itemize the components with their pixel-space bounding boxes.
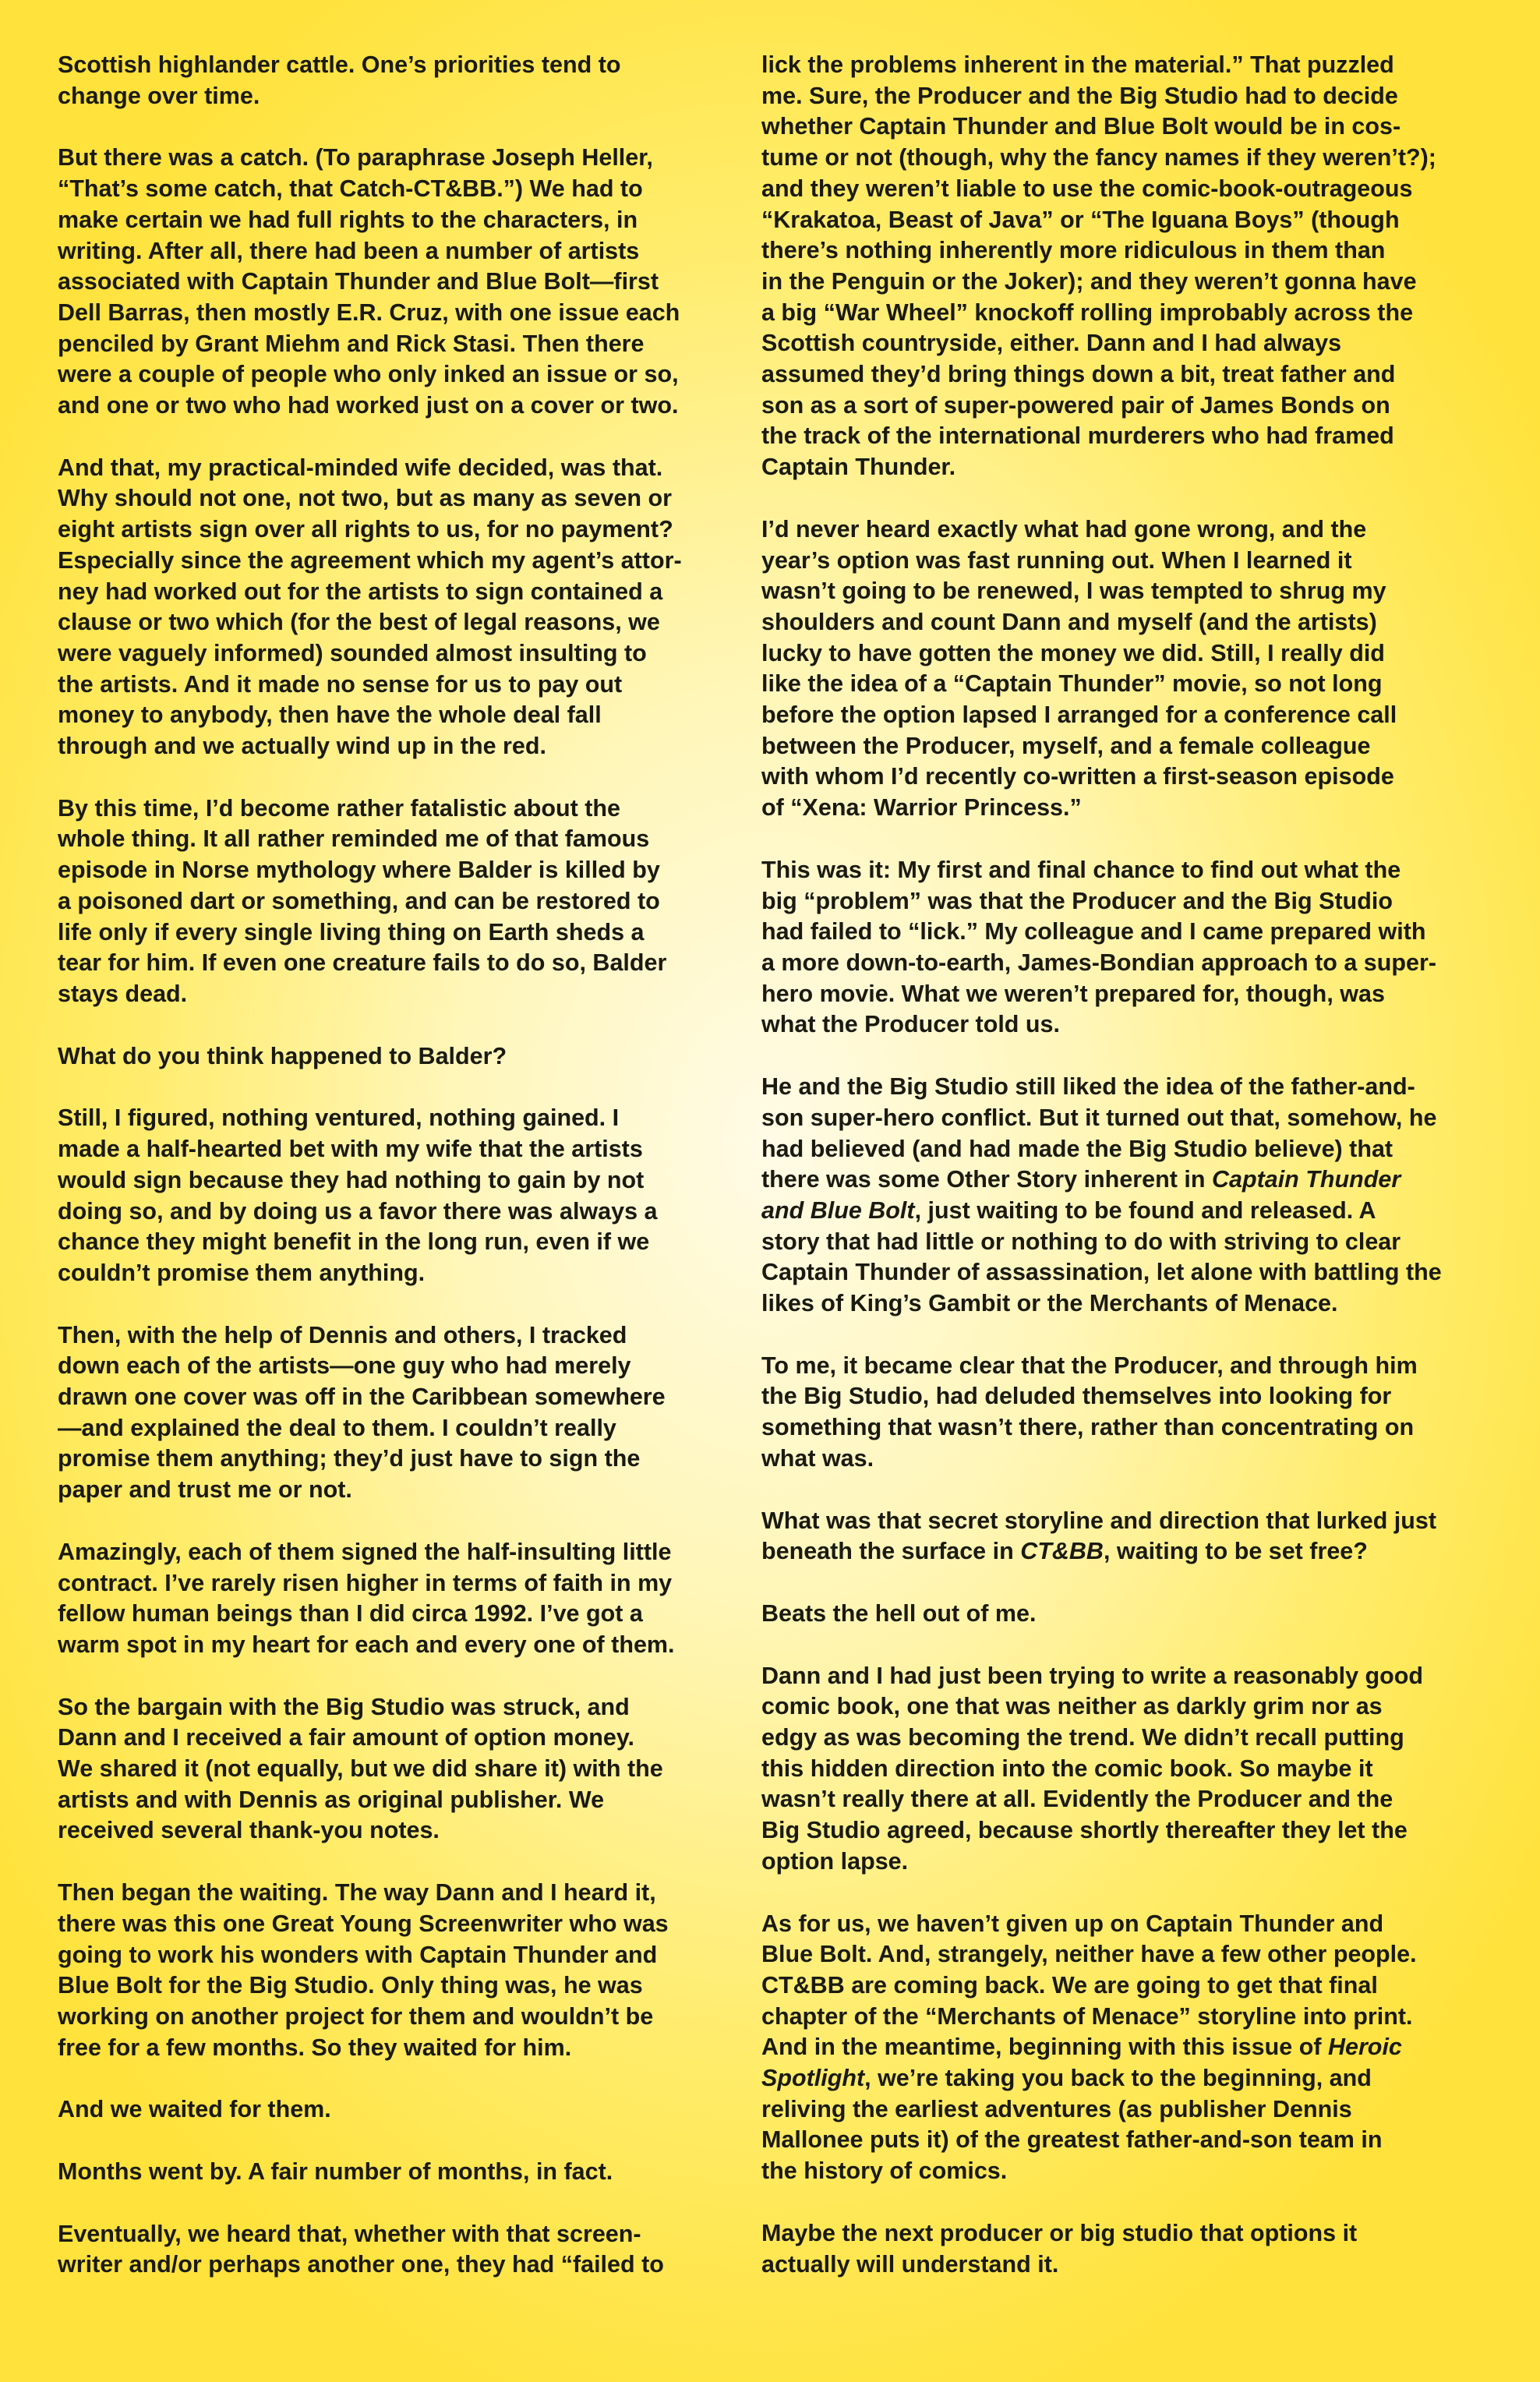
paragraph: What do you think happened to Balder? <box>58 1042 507 1069</box>
text-run: What was that secret storyline and direction that lurked just beneath the surface in <box>761 1507 1437 1565</box>
paragraph: lick the problems inherent in the material.” That puzzled me. Sure, the Producer and the Big Studio had to decide whether Captain Thunder and Blue Bolt would be in cos- tume or not (though, why the fancy names if they weren’t?); and they weren’t liable to use the comic-book-outrageous “Krakatoa, Beast of Java” or “The Iguana Boys” (though there’s nothing inherently more ridiculous in them than in the Penguin or the Joker); and they weren’t gonna have a big “War Wheel” knockoff rolling improbably across the Scottish countryside, either. Dann and I had always assumed they’d bring things down a bit, treat father and son as a sort of super-powered pair of James Bonds on the track of the international murderers who had framed Captain Thunder. <box>761 51 1436 481</box>
paragraph: I’d never heard exactly what had gone wrong, and the year’s option was fast running out. When I learned it wasn’t going to be renewed, I was tempted to shrug my shoulders and count Dann and myself (and the artists) lucky to have gotten the money we did. Still, I really did like the idea of a “Captain Thunder” movie, so not long before the option lapsed I arranged for a conference call between the Producer, myself, and a female colleague with whom I’d recently co-written a first-season episode of “Xena: Warrior Princess.” <box>761 515 1397 822</box>
paragraph: To me, it became clear that the Producer, and through him the Big Studio, had deluded themselves into looking for something that wasn’t there, rather than concentrating on what was. <box>761 1352 1418 1472</box>
text-run: , just waiting to be found and released. A story that had little or nothing to do with striving to clear Captain Thunder of assassination, let alone with battling the likes of King’s Gambit or the Merchants of Menace. <box>761 1196 1442 1317</box>
text-run: , waiting to be set free? <box>1103 1538 1368 1565</box>
text-run: He and the Big Studio still liked the idea of the father-and- son super-hero conflict. But it turned out that, somehow, he had believed (and had made the Big Studio believe) that there was some Other Story inherent in <box>761 1073 1437 1193</box>
italic-title: CT&BB <box>1020 1538 1104 1565</box>
paragraph: So the bargain with the Big Studio was struck, and Dann and I received a fair amount of option money. We shared it (not equally, but we did share it) with the artists and with Dennis as original publisher. We received several thank-you notes. <box>58 1693 663 1844</box>
paragraph: Scottish highlander cattle. One’s priorities tend to change over time. <box>58 51 621 109</box>
paragraph: Maybe the next producer or big studio that options it actually will understand it. <box>761 2219 1358 2278</box>
paragraph: Eventually, we heard that, whether with that screen- writer and/or perhaps another one, they had “failed to <box>58 2220 664 2278</box>
right-text-column <box>761 50 1494 2311</box>
paragraph: Dann and I had just been trying to write a reasonably good comic book, one that was neither as darkly grim nor as edgy as was becoming the trend. We didn’t recall putting this hidden direction into the comic book. So maybe it wasn’t really there at all. Evidently the Producer and the Big Studio agreed, because shortly thereafter they let the option lapse. <box>761 1662 1424 1875</box>
paragraph: And we waited for them. <box>58 2096 331 2123</box>
paragraph: Amazingly, each of them signed the half-insulting little contract. I’ve rarely risen higher in terms of faith in my fellow human beings than I did circa 1992. I’ve got a warm spot in my heart for each and every one of them. <box>58 1538 675 1658</box>
paragraph: But there was a catch. (To paraphrase Joseph Heller, “That’s some catch, that Catch-CT&BB.”) We had to make certain we had full rights to the characters, in writing. After all, there had been a number of artists associated with Captain Thunder and Blue Bolt—first Dell Barras, then mostly E.R. Cruz, with one issue each penciled by Grant Miehm and Rick Stasi. Then there were a couple of people who only inked an issue or so, and one or two who had worked just on a cover or two. <box>58 144 680 419</box>
paragraph: And that, my practical-minded wife decided, was that. Why should not one, not two, but as many as seven or eight artists sign over all rights to us, for no payment? Especially since the agreement which my agent’s attor- ney had worked out for the artists to sign contained a clause or two which (for the best of legal reasons, we were vaguely informed) sounded almost insulting to the artists. And it made no sense for us to pay out money to anybody, then have the whole deal fall through and we actually wind up in the red. <box>58 454 682 760</box>
paragraph: This was it: My first and final chance to find out what the big “problem” was that the Producer and the Big Studio had failed to “lick.” My colleague and I came prepared with a more down-to-earth, James-Bondian approach to a super- hero movie. What we weren’t prepared for, though, was what the Producer told us. <box>761 856 1436 1038</box>
paragraph: Beats the hell out of me. <box>761 1599 1037 1627</box>
text-run: , we’re taking you back to the beginning, and reliving the earliest adventures (as publisher Dennis Mallonee puts it) of the greatest father-and-son team in the history of comics. <box>761 2065 1383 2185</box>
paragraph: Months went by. A fair number of months, in fact. <box>58 2158 613 2186</box>
paragraph <box>761 1909 1494 2187</box>
italic-title: Captain Thunder and Blue Bolt <box>761 1166 1401 1224</box>
paragraph: By this time, I’d become rather fatalistic about the whole thing. It all rather reminded me of that famous episode in Norse mythology where Balder is killed by a poisoned dart or something, and can be restored to life only if every single living thing on Earth sheds a tear for him. If even one creature fails to do so, Balder stays dead. <box>58 794 667 1007</box>
paragraph: Then began the waiting. The way Dann and I heard it, there was this one Great Young Screenwriter who was going to work his wonders with Captain Thunder and Blue Bolt for the Big Studio. Only thing was, he was working on another project for them and wouldn’t be free for a few months. So they waited for him. <box>58 1879 669 2061</box>
left-text-column <box>58 50 759 2312</box>
paragraph <box>761 1072 1494 1320</box>
text-run: As for us, we haven’t given up on Captain Thunder and Blue Bolt. And, strangely, neither have a few other people. CT&BB are coming back. We are going to get that final chapter of the “Merchants of Menace” storyline into print. And in the meantime, beginning with this issue of <box>761 1910 1417 2061</box>
paragraph: Then, with the help of Dennis and others, I tracked down each of the artists—one guy who had merely drawn one cover was off in the Caribbean somewhere —and explained the deal to them. I couldn’t really promise them anything; they’d just have to sign the paper and trust me or not. <box>58 1321 666 1504</box>
paragraph <box>761 1506 1494 1567</box>
italic-title: Heroic Spotlight <box>761 2034 1402 2092</box>
paragraph: Still, I figured, nothing ventured, nothing gained. I made a half-hearted bet with my wife that the artists would sign because they had nothing to gain by not doing so, and by doing us a favor there was always a chance they might benefit in the long run, even if we couldn’t promise them anything. <box>58 1104 658 1286</box>
